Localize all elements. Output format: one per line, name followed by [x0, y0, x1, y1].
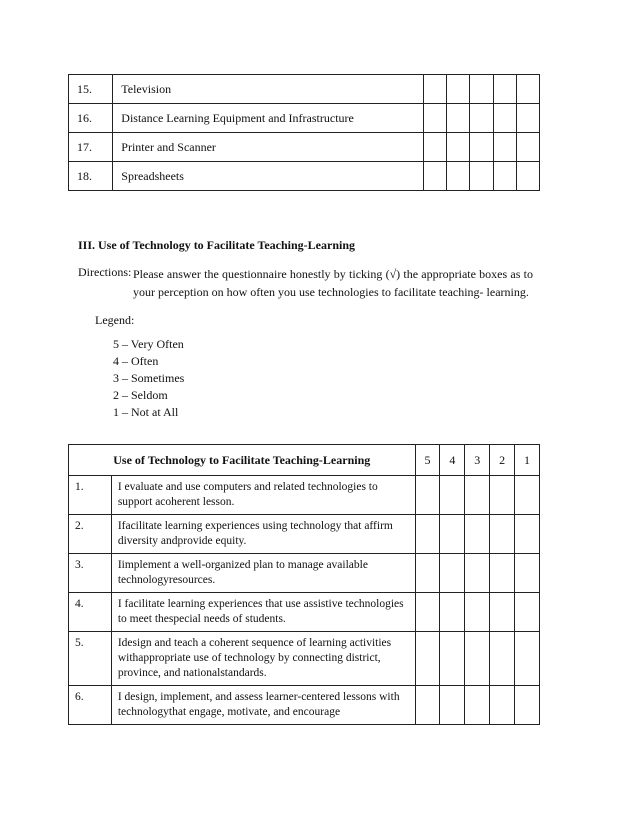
table-row — [69, 554, 540, 593]
rating-checkbox[interactable] — [516, 162, 539, 191]
row-item: I facilitate learning experiences that use assistive technologies to meet thespecial needs of students. — [111, 593, 415, 632]
row-item: Distance Learning Equipment and Infrastructure — [113, 104, 424, 133]
rating-checkbox[interactable] — [470, 162, 493, 191]
legend-label: Legend: — [95, 313, 135, 327]
rating-checkbox[interactable] — [515, 476, 540, 515]
rating-checkbox[interactable] — [515, 686, 540, 725]
rating-checkbox[interactable] — [490, 476, 515, 515]
row-number: 2. — [69, 515, 112, 554]
rating-checkbox[interactable] — [465, 476, 490, 515]
rating-checkbox[interactable] — [415, 632, 440, 686]
table-row — [69, 686, 540, 725]
rating-checkbox[interactable] — [493, 162, 516, 191]
row-item: Idesign and teach a coherent sequence of learning activities withappropriate use of technology by connecting district, province, and nationalstandards. — [111, 632, 415, 686]
row-item: Television — [113, 75, 424, 104]
rating-checkbox[interactable] — [415, 554, 440, 593]
rating-table — [68, 444, 540, 725]
rating-checkbox[interactable] — [465, 515, 490, 554]
rating-checkbox[interactable] — [493, 104, 516, 133]
rating-checkbox[interactable] — [516, 75, 539, 104]
rating-checkbox[interactable] — [470, 104, 493, 133]
row-item: Spreadsheets — [113, 162, 424, 191]
rating-checkbox[interactable] — [447, 133, 470, 162]
table-row — [69, 632, 540, 686]
table-header-title: Use of Technology to Facilitate Teaching-Learning — [69, 445, 416, 476]
legend-item: 3 – Sometimes — [113, 371, 185, 385]
rating-checkbox[interactable] — [447, 162, 470, 191]
row-item: I design, implement, and assess learner-centered lessons with technologythat engage, motivate, and encourage — [111, 686, 415, 725]
rating-checkbox[interactable] — [515, 593, 540, 632]
directions-label: Directions: — [78, 265, 132, 279]
rating-checkbox[interactable] — [440, 632, 465, 686]
legend-item: 5 – Very Often — [113, 337, 184, 351]
table-header-row — [69, 445, 540, 476]
rating-checkbox[interactable] — [415, 476, 440, 515]
row-number: 1. — [69, 476, 112, 515]
scale-header: 1 — [515, 445, 540, 476]
row-number: 16. — [69, 104, 113, 133]
row-item: I evaluate and use computers and related technologies to support acoherent lesson. — [111, 476, 415, 515]
row-item: Iimplement a well-organized plan to manage available technologyresources. — [111, 554, 415, 593]
row-number: 3. — [69, 554, 112, 593]
row-number: 5. — [69, 632, 112, 686]
scale-header: 5 — [415, 445, 440, 476]
row-number: 4. — [69, 593, 112, 632]
legend-item: 2 – Seldom — [113, 388, 168, 402]
table-row — [69, 104, 540, 133]
rating-checkbox[interactable] — [465, 632, 490, 686]
rating-checkbox[interactable] — [516, 133, 539, 162]
row-number: 17. — [69, 133, 113, 162]
equipment-table — [68, 74, 540, 191]
directions-text: Please answer the questionnaire honestly by ticking (√) the appropriate boxes as to your perception on how often you use technologies to facilitate teaching- learning. — [133, 267, 533, 299]
rating-checkbox[interactable] — [493, 133, 516, 162]
rating-checkbox[interactable] — [440, 593, 465, 632]
rating-checkbox[interactable] — [490, 593, 515, 632]
scale-header: 2 — [490, 445, 515, 476]
rating-checkbox[interactable] — [515, 554, 540, 593]
row-number: 6. — [69, 686, 112, 725]
rating-table-body — [69, 445, 540, 725]
table-row — [69, 515, 540, 554]
rating-checkbox[interactable] — [490, 515, 515, 554]
row-number: 18. — [69, 162, 113, 191]
table-row — [69, 75, 540, 104]
rating-checkbox[interactable] — [440, 554, 465, 593]
rating-checkbox[interactable] — [447, 75, 470, 104]
rating-checkbox[interactable] — [470, 133, 493, 162]
section-heading: III. Use of Technology to Facilitate Teaching-Learning — [78, 238, 356, 252]
legend-list — [113, 336, 184, 421]
rating-checkbox[interactable] — [423, 75, 446, 104]
rating-checkbox[interactable] — [415, 515, 440, 554]
table-row — [69, 133, 540, 162]
rating-checkbox[interactable] — [415, 686, 440, 725]
scale-header: 3 — [465, 445, 490, 476]
row-item: Printer and Scanner — [113, 133, 424, 162]
legend-item: 4 – Often — [113, 354, 159, 368]
rating-checkbox[interactable] — [415, 593, 440, 632]
scale-header: 4 — [440, 445, 465, 476]
rating-checkbox[interactable] — [516, 104, 539, 133]
rating-checkbox[interactable] — [440, 515, 465, 554]
table-row — [69, 593, 540, 632]
table-row — [69, 476, 540, 515]
rating-checkbox[interactable] — [465, 593, 490, 632]
rating-checkbox[interactable] — [470, 75, 493, 104]
row-number: 15. — [69, 75, 113, 104]
equipment-table-body — [69, 75, 540, 191]
row-item: Ifacilitate learning experiences using technology that affirm diversity andprovide equity. — [111, 515, 415, 554]
table-row — [69, 162, 540, 191]
rating-checkbox[interactable] — [440, 686, 465, 725]
rating-checkbox[interactable] — [440, 476, 465, 515]
rating-checkbox[interactable] — [490, 554, 515, 593]
rating-checkbox[interactable] — [490, 686, 515, 725]
rating-checkbox[interactable] — [465, 554, 490, 593]
rating-checkbox[interactable] — [423, 133, 446, 162]
rating-checkbox[interactable] — [490, 632, 515, 686]
rating-checkbox[interactable] — [465, 686, 490, 725]
rating-checkbox[interactable] — [423, 162, 446, 191]
rating-checkbox[interactable] — [515, 632, 540, 686]
rating-checkbox[interactable] — [515, 515, 540, 554]
rating-checkbox[interactable] — [423, 104, 446, 133]
rating-checkbox[interactable] — [447, 104, 470, 133]
rating-checkbox[interactable] — [493, 75, 516, 104]
legend-item: 1 – Not at All — [113, 405, 179, 419]
